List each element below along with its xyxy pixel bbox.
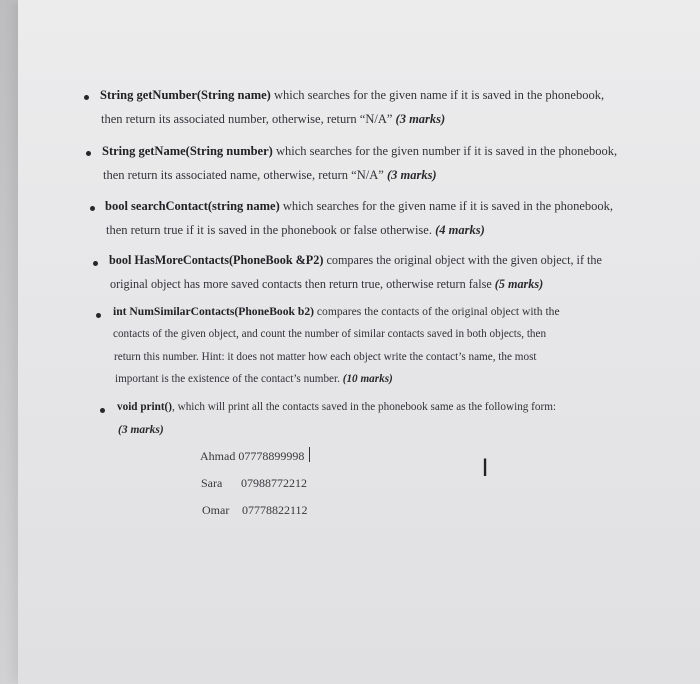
item-line-1 <box>109 253 602 267</box>
bullet-dot <box>86 151 91 156</box>
item-description: which searches for the given name if it is saved in the phonebook, <box>279 199 613 213</box>
item-description: compares the contacts of the original object with the <box>313 305 560 318</box>
method-signature: bool searchContact(string name) <box>105 199 280 213</box>
item-line-1 <box>117 400 556 414</box>
sample-row <box>200 449 304 464</box>
bullet-dot <box>84 95 89 100</box>
text-cursor-icon: I <box>481 454 489 482</box>
bullet-dot <box>100 408 105 413</box>
contact-number: 07778822112 <box>242 503 308 517</box>
item-line-2 <box>101 112 445 126</box>
item-description: contacts of the given object, and count the number of similar contacts saved in both objects, then <box>113 328 547 340</box>
item-description: then return its associated name, otherwise, return “N/A” <box>103 168 384 182</box>
bullet-dot <box>96 313 101 318</box>
item-line-2 <box>103 168 437 182</box>
item-description: compares the original object with the given object, if the <box>323 253 602 267</box>
marks-label: (5 marks) <box>494 277 544 291</box>
item-line-2 <box>118 423 164 437</box>
contact-name: Ahmad <box>200 449 236 463</box>
item-line-2 <box>106 223 485 237</box>
method-signature: void print() <box>117 401 173 413</box>
item-description: which searches for the given name if it is saved in the phonebook, <box>270 88 605 102</box>
method-signature: bool HasMoreContacts(PhoneBook &P2) <box>109 253 324 267</box>
item-description: important is the existence of the contact’s number. <box>115 373 340 385</box>
item-description: which searches for the given number if it is saved in the phonebook, <box>272 144 618 158</box>
method-signature: String getName(String number) <box>102 144 273 158</box>
method-signature: int NumSimilarContacts(PhoneBook b2) <box>113 305 314 318</box>
item-description: original object has more saved contacts then return true, otherwise return false <box>110 277 492 291</box>
item-line-1 <box>102 144 617 158</box>
item-line-1 <box>113 305 560 319</box>
item-description: return this number. Hint: it does not matter how each object write the contact’s name, the most <box>114 351 537 363</box>
item-line-3 <box>114 350 537 364</box>
bullet-dot <box>93 261 98 266</box>
marks-label: (10 marks) <box>342 373 393 385</box>
item-line-4 <box>115 372 393 386</box>
text-caret <box>309 447 310 462</box>
sample-row <box>201 476 307 491</box>
item-line-2 <box>113 327 546 341</box>
contact-name: Sara <box>201 476 223 490</box>
contact-number: 07778899998 <box>238 449 305 463</box>
marks-label: (3 marks) <box>118 424 164 436</box>
item-line-1 <box>100 88 604 102</box>
item-description: , which will print all the contacts saved in the phonebook same as the following form: <box>172 401 557 413</box>
bullet-dot <box>90 206 95 211</box>
item-line-1 <box>105 199 613 213</box>
item-line-2 <box>110 277 543 291</box>
sample-row <box>202 503 308 518</box>
marks-label: (4 marks) <box>435 223 485 237</box>
paper-sheet <box>18 0 700 684</box>
marks-label: (3 marks) <box>386 168 437 182</box>
contact-name: Omar <box>202 503 230 517</box>
item-description: then return its associated number, otherwise, return “N/A” <box>101 112 393 126</box>
item-description: then return true if it is saved in the phonebook or false otherwise. <box>106 223 432 237</box>
marks-label: (3 marks) <box>395 112 446 126</box>
method-signature: String getNumber(String name) <box>100 88 271 102</box>
contact-number: 07988772212 <box>241 476 307 490</box>
